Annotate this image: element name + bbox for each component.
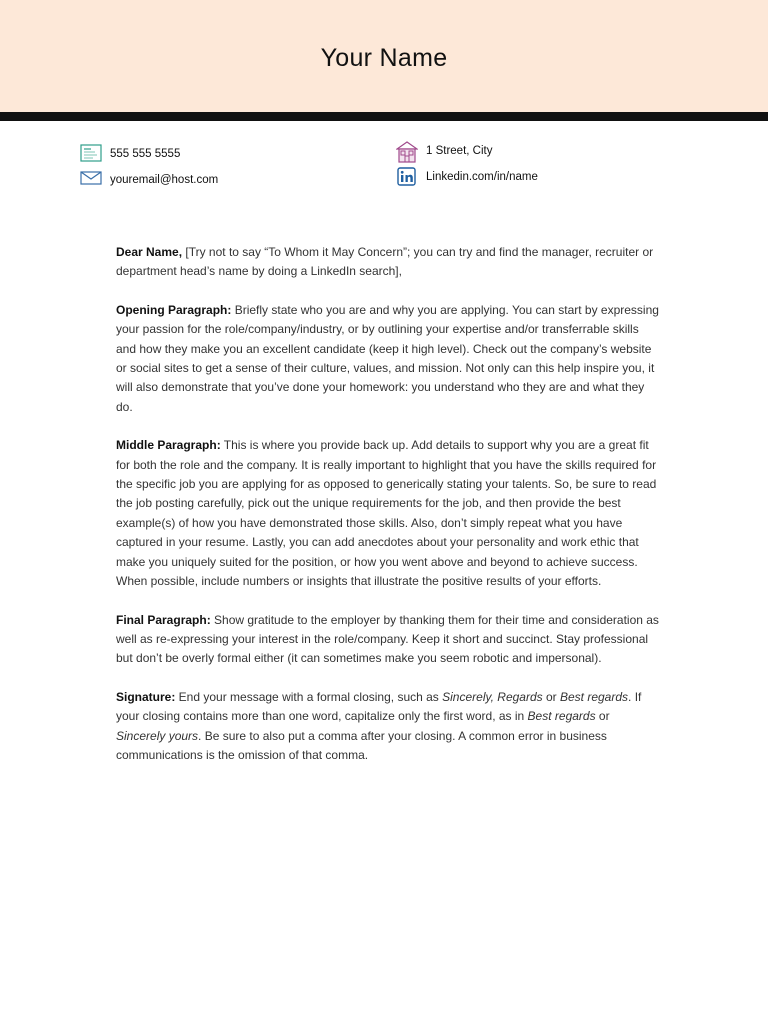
email-address: youremail@host.com	[110, 174, 219, 186]
phone-card-icon	[80, 144, 102, 164]
signature-label: Signature:	[116, 689, 176, 704]
greeting-label: Dear Name,	[116, 245, 183, 259]
house-icon	[396, 141, 418, 161]
middle-paragraph	[116, 436, 661, 591]
header-divider	[0, 112, 768, 121]
signature-italic-2: Best regards	[559, 689, 629, 704]
page-title: Your Name	[320, 44, 448, 72]
greeting-paragraph	[116, 243, 661, 282]
signature-paragraph	[116, 688, 661, 766]
signature-text-4: or	[595, 709, 610, 724]
opening-text: Briefly state who you are and why you are applying. You can start by expressing your passion for the role/company/industry, or by outlining your expertise and/or transferrable skills and how they make you an excellent candidate (keep it high level). Check out the company’s website or social sites to get a sense of their culture, values, and mission. Not only can this help inspire you, it will also demonstrate that you’ve done your homework: you understand who they are and what they do.	[116, 302, 659, 414]
final-paragraph	[116, 611, 661, 669]
opening-paragraph	[116, 301, 661, 417]
street-address: 1 Street, City	[426, 145, 493, 157]
middle-label: Middle Paragraph:	[116, 438, 221, 453]
signature-text-5: . Be sure to also put a comma after your closing. A common error in business communications is the omission of that comma.	[116, 728, 607, 762]
phone-number: 555 555 5555	[110, 148, 181, 160]
linkedin-url[interactable]: Linkedin.com/in/name	[426, 171, 538, 183]
greeting-text: [Try not to say “To Whom it May Concern”; you can try and find the manager, recruiter or department head’s name by doing a LinkedIn search],	[116, 245, 654, 279]
contact-linkedin	[396, 167, 538, 187]
final-label: Final Paragraph:	[116, 612, 211, 627]
signature-italic-3: Best regards	[527, 709, 596, 724]
linkedin-icon	[396, 167, 418, 187]
signature-italic-1: Sincerely, Regards	[442, 689, 543, 704]
contact-email	[80, 170, 218, 190]
opening-label: Opening Paragraph:	[116, 302, 232, 317]
signature-text-3: . If your closing contains more than one word, capitalize only the first word, as in	[116, 689, 642, 724]
envelope-icon	[80, 170, 102, 190]
final-text: Show gratitude to the employer by thanking them for their time and consideration as well as re-expressing your interest in the role/company. Keep it short and succinct. Stay professional but don’t be overly formal either (it can sometimes make you seem robotic and impersonal).	[116, 612, 659, 666]
contact-address	[396, 141, 492, 161]
contact-phone	[80, 144, 180, 164]
letter-body	[116, 243, 661, 784]
signature-text-2: or	[542, 689, 560, 704]
signature-italic-4: Sincerely yours	[116, 728, 199, 743]
middle-text: This is where you provide back up. Add details to support why you are a great fit for both the role and the company. It is really important to highlight that you have the skills required for the specific job you are applying for as opposed to generically stating your talents. So, be sure to read the job posting carefully, pick out the unique requirements for the job, and then provide the best example(s) of how you have demonstrated those skills. Also, don’t simply repeat what you have captured in your resume. Lastly, you can add anecdotes about your personality and work ethic that make you uniquely suited for the position, or how you went above and beyond to achieve success. When possible, include numbers or insights that illustrate the positive results of your efforts.	[116, 438, 657, 589]
signature-text-1: End your message with a formal closing, such as	[175, 689, 443, 704]
